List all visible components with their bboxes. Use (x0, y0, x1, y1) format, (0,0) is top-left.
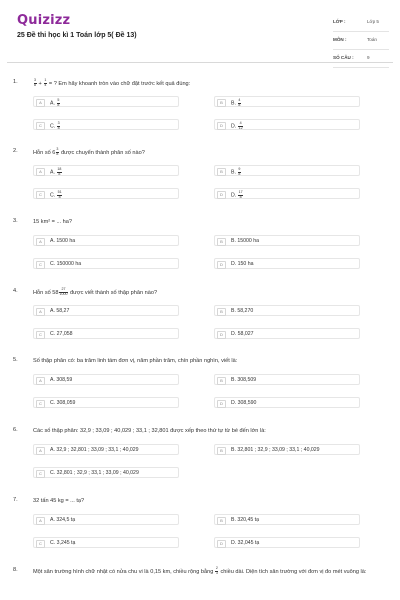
fraction (57, 122, 60, 131)
text-run: D. 58,027 (231, 331, 254, 337)
fraction (238, 168, 241, 177)
answer-option-b[interactable] (214, 96, 360, 107)
text-run: + (37, 80, 44, 87)
text-run: A. 1500 ha (50, 238, 76, 244)
option-text (231, 261, 254, 267)
text-run: Các số thập phân: 32,9 ; 33,09 ; 40,029 ; 33,1 ; 32,801 được xếp theo thứ tự từ bé đến lớn là: (33, 428, 266, 434)
answer-option-a[interactable] (33, 235, 179, 246)
option-letter-badge: C (36, 122, 45, 130)
text-run: A. 308,59 (50, 377, 73, 383)
text-run: C. 308,059 (50, 400, 76, 406)
answer-option-c[interactable] (33, 467, 179, 478)
fraction-denominator: 8 (239, 194, 242, 199)
fraction-numerator: 4 (238, 98, 241, 102)
option-text (231, 99, 241, 108)
option-letter-badge: B (217, 377, 226, 385)
option-letter-badge: B (217, 99, 226, 107)
text-run: D. 308,590 (231, 400, 257, 406)
fraction-numerator: 3 (57, 121, 60, 125)
fraction-denominator: 8 (56, 151, 59, 156)
option-letter-badge: C (36, 470, 45, 478)
option-letter-badge: C (36, 191, 45, 199)
text-run: B. 32,801 ; 32,9 ; 33,09 ; 33,1 ; 40,029 (231, 447, 320, 453)
text-run: được chuyển thành phân số nào? (59, 149, 145, 156)
question-text (33, 567, 389, 576)
text-run: C. 150000 ha (50, 261, 82, 267)
option-text (231, 122, 244, 131)
option-text (50, 261, 81, 267)
answer-option-a[interactable] (33, 514, 179, 525)
question-text (33, 288, 389, 297)
answer-option-a[interactable] (33, 374, 179, 385)
fraction-numerator: 5 (57, 98, 60, 102)
answer-option-d[interactable] (214, 258, 360, 269)
text-run: chiều dài. Diện tích sân trường với đơn vị đo mét vuông là: (218, 568, 367, 575)
option-letter-badge: D (217, 122, 226, 130)
answer-option-a[interactable] (33, 165, 179, 176)
option-letter-badge: A (36, 308, 45, 316)
option-letter-badge: C (36, 331, 45, 339)
option-text (50, 517, 75, 523)
answer-option-a[interactable] (33, 305, 179, 316)
option-letter-badge: D (217, 540, 226, 548)
meta-label: LỚP : (333, 19, 346, 24)
fraction-numerator: 1 (44, 78, 47, 82)
text-run: 15 km² = ... ha? (33, 219, 73, 225)
meta-row-question-count (333, 50, 389, 68)
fraction-denominator: 8 (57, 125, 60, 130)
text-run: A. 324,5 tạ (50, 517, 76, 523)
option-letter-badge: D (217, 261, 226, 269)
fraction (238, 99, 241, 108)
meta-value: Toán (367, 37, 377, 42)
text-run: A. 32,9 ; 32,801 ; 33,09 ; 33,1 ; 40,029 (50, 447, 139, 453)
fraction-numerator: 9 (238, 167, 241, 171)
fraction-numerator: 2 (215, 566, 218, 570)
question-text (33, 357, 389, 365)
question-number: 8. (13, 567, 18, 573)
text-run: A. (50, 169, 57, 176)
answer-option-a[interactable] (33, 444, 179, 455)
option-letter-badge: A (36, 377, 45, 385)
answer-option-b[interactable] (214, 444, 360, 455)
option-text (231, 191, 244, 200)
option-text (231, 540, 259, 546)
fraction-denominator: 3 (215, 570, 218, 575)
fraction-denominator: 8 (58, 194, 61, 199)
answer-option-b[interactable] (214, 305, 360, 316)
option-letter-badge: C (36, 400, 45, 408)
text-run: D. 150 ha (231, 261, 254, 267)
text-run: Hỗn số 6 (33, 149, 56, 156)
text-run: Số thập phân có: ba trăm linh tám đơn vị, năm phần trăm, chín phần nghìn, viết là: (33, 358, 238, 364)
option-text (231, 517, 259, 523)
question-number: 3. (13, 218, 18, 224)
text-run: B. 58,270 (231, 308, 254, 314)
fraction-numerator: 3 (56, 147, 59, 151)
question-number: 7. (13, 497, 18, 503)
answer-option-c[interactable] (33, 119, 179, 130)
option-letter-badge: B (217, 517, 226, 525)
option-text (50, 308, 69, 314)
meta-value: 9 (367, 55, 370, 60)
option-letter-badge: C (36, 261, 45, 269)
question-number: 4. (13, 288, 18, 294)
fraction-denominator: 4 (44, 82, 47, 87)
answer-option-d[interactable] (214, 119, 360, 130)
fraction-numerator: 27 (59, 288, 68, 293)
answer-option-c[interactable] (33, 328, 179, 339)
option-text (50, 122, 61, 131)
question-text (33, 148, 389, 157)
option-letter-badge: C (36, 540, 45, 548)
answer-option-d[interactable] (214, 397, 360, 408)
fraction-denominator: 8 (238, 102, 241, 107)
answer-option-c[interactable] (33, 258, 179, 269)
option-letter-badge: B (217, 447, 226, 455)
worksheet-meta (333, 14, 389, 68)
fraction-numerator: 18 (57, 167, 62, 171)
text-run: = ? Em hãy khoanh tròn vào chữ đặt trước kết quả đúng: (47, 80, 191, 87)
fraction (238, 122, 243, 131)
question-number: 1. (13, 79, 18, 85)
meta-label: MÔN : (333, 37, 347, 42)
option-text (50, 377, 72, 383)
answer-option-b[interactable] (214, 235, 360, 246)
option-text (231, 308, 253, 314)
text-run: C. 32,801 ; 32,9 ; 33,1 ; 33,09 ; 40,029 (50, 470, 139, 476)
option-letter-badge: D (217, 191, 226, 199)
text-run: C. (50, 192, 57, 199)
text-run: D. (231, 123, 238, 130)
fraction (57, 99, 60, 108)
question-number: 6. (13, 427, 18, 433)
text-run: được viết thành số thập phân nào? (68, 289, 158, 296)
option-text (231, 331, 254, 337)
option-text (231, 168, 241, 177)
question-text (33, 497, 389, 505)
option-text (50, 470, 139, 476)
question-number: 2. (13, 148, 18, 154)
option-letter-badge: B (217, 238, 226, 246)
meta-label: SỐ CÂU : (333, 55, 354, 60)
text-run: D. 32,045 tạ (231, 540, 260, 546)
option-text (50, 540, 75, 546)
fraction (57, 168, 62, 177)
option-letter-badge: B (217, 168, 226, 176)
option-text (231, 447, 320, 453)
fraction-numerator: 4 (239, 121, 242, 125)
answer-option-d[interactable] (214, 537, 360, 548)
quizizz-logo: Quizizz (17, 13, 71, 28)
text-run: B. 320,45 tạ (231, 517, 259, 523)
fraction-denominator: 1000 (59, 291, 68, 296)
fraction-numerator: 51 (57, 190, 62, 194)
text-run: Hỗn số 58 (33, 289, 59, 296)
answer-option-b[interactable] (214, 374, 360, 385)
fraction-denominator: 12 (238, 125, 243, 130)
meta-row-subject (333, 32, 389, 50)
answer-option-c[interactable] (33, 397, 179, 408)
text-run: B. 15000 ha (231, 238, 259, 244)
fraction-denominator: 8 (238, 171, 241, 176)
text-run: Một sân trường hình chữ nhật có nửa chu vi là 0,15 km, chiều rộng bằng (33, 568, 215, 575)
question-text (33, 79, 389, 88)
text-run: A. (50, 100, 57, 107)
option-letter-badge: A (36, 168, 45, 176)
text-run: C. 3,245 tạ (50, 540, 76, 546)
option-text (50, 238, 75, 244)
text-run: D. (231, 192, 238, 199)
text-run: A. 58,27 (50, 308, 70, 314)
fraction-denominator: 8 (58, 171, 61, 176)
answer-option-b[interactable] (214, 514, 360, 525)
answer-option-b[interactable] (214, 165, 360, 176)
option-letter-badge: A (36, 447, 45, 455)
option-letter-badge: A (36, 238, 45, 246)
fraction (238, 191, 243, 200)
question-text (33, 218, 389, 226)
option-text (50, 400, 75, 406)
text-run: 32 tấn 45 kg = ... tạ? (33, 498, 85, 504)
option-text (231, 238, 259, 244)
answer-option-c[interactable] (33, 188, 179, 199)
option-text (231, 377, 256, 383)
question-number: 5. (13, 357, 18, 363)
text-run: B. 308,509 (231, 377, 257, 383)
question-text (33, 427, 389, 435)
text-run: B. (231, 169, 238, 176)
fraction-numerator: 3 (34, 78, 36, 82)
meta-row-class (333, 14, 389, 32)
fraction (59, 288, 68, 297)
option-text (50, 191, 63, 200)
text-run: B. (231, 100, 238, 107)
option-text (50, 99, 60, 108)
answer-option-d[interactable] (214, 188, 360, 199)
option-text (50, 168, 62, 177)
fraction-denominator: 8 (34, 82, 36, 87)
worksheet-header (0, 0, 400, 66)
option-letter-badge: B (217, 308, 226, 316)
option-text (231, 400, 256, 406)
option-text (50, 331, 73, 337)
fraction-denominator: 8 (57, 102, 60, 107)
answer-option-c[interactable] (33, 537, 179, 548)
worksheet-title: 25 Đề thi học kì 1 Toán lớp 5( Đề 13) (17, 32, 137, 39)
option-letter-badge: A (36, 99, 45, 107)
option-letter-badge: D (217, 400, 226, 408)
option-letter-badge: A (36, 517, 45, 525)
answer-option-a[interactable] (33, 96, 179, 107)
text-run: C. 27,058 (50, 331, 73, 337)
meta-value: Lớp 5 (367, 19, 379, 24)
answer-option-d[interactable] (214, 328, 360, 339)
fraction (57, 191, 62, 200)
header-divider (7, 62, 393, 63)
option-text (50, 447, 139, 453)
fraction-numerator: 17 (238, 190, 243, 194)
option-letter-badge: D (217, 331, 226, 339)
text-run: C. (50, 123, 57, 130)
